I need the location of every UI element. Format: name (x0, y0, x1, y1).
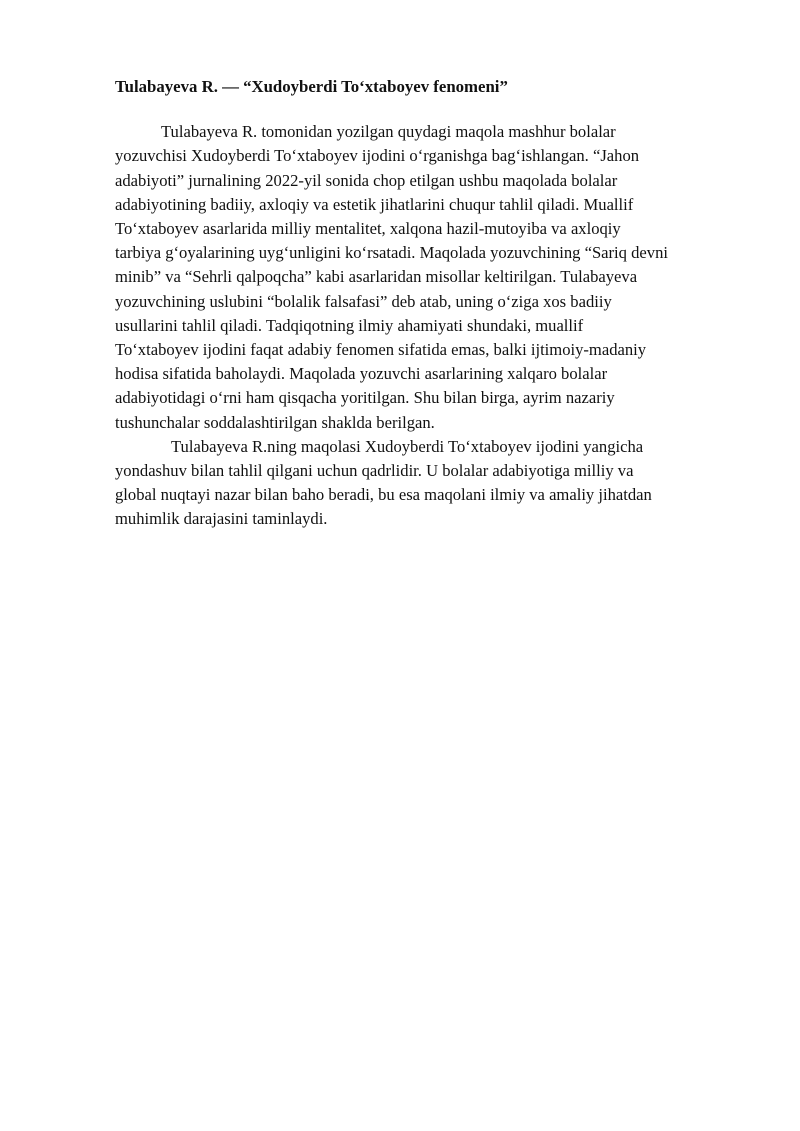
paragraph-1 (115, 120, 745, 435)
paragraph-line: To‘xtaboyev ijodini faqat adabiy fenomen sifatida emas, balki ijtimoiy-madaniy (115, 340, 647, 360)
paragraph-line: adabiyoti” jurnalining 2022-yil sonida chop etilgan ushbu maqolada bolalar (115, 170, 618, 190)
paragraph-line: adabiyotining badiiy, axloqiy va estetik jihatlarini chuqur tahlil qiladi. Muallif (115, 194, 634, 214)
paragraph-line: yondashuv bilan tahlil qilgani uchun qadrlidir. U bolalar adabiyotiga milliy va (115, 461, 634, 481)
document-title: Tulabayeva R. — “Xudoyberdi To‘xtaboyev fenomeni” (115, 77, 508, 96)
paragraph-line: minib” va “Sehrli qalpoqcha” kabi asarlaridan misollar keltirilgan. Tulabayeva (115, 267, 638, 287)
paragraph-line: hodisa sifatida baholaydi. Maqolada yozuvchi asarlarining xalqaro bolalar (115, 364, 608, 384)
paragraph-line: adabiyotidagi o‘rni ham qisqacha yoritilgan. Shu bilan birga, ayrim nazariy (115, 388, 615, 408)
paragraph-2 (115, 435, 745, 532)
paragraph-line: To‘xtaboyev asarlarida milliy mentalitet, xalqona hazil-mutoyiba va axloqiy (115, 219, 621, 239)
paragraph-line: yozuvchisi Xudoyberdi To‘xtaboyev ijodini o‘rganishga bag‘ishlangan. “Jahon (115, 146, 640, 166)
paragraph-line: tarbiya g‘oyalarining uyg‘unligini ko‘rsatadi. Maqolada yozuvchining “Sariq devni (115, 243, 668, 263)
paragraph-line: global nuqtayi nazar bilan baho beradi, bu esa maqolani ilmiy va amaliy jihatdan (115, 485, 652, 505)
paragraph-line: tushunchalar soddalashtirilgan shaklda berilgan. (115, 412, 435, 432)
paragraph-line: usullarini tahlil qiladi. Tadqiqotning ilmiy ahamiyati shundaki, muallif (115, 315, 584, 335)
paragraph-line: yozuvchining uslubini “bolalik falsafasi” deb atab, uning o‘ziga xos badiiy (115, 291, 612, 311)
document-body (115, 75, 745, 532)
paragraph-line: Tulabayeva R. tomonidan yozilgan quydagi maqola mashhur bolalar (161, 122, 616, 142)
paragraph-line: muhimlik darajasini taminlaydi. (115, 509, 328, 529)
paragraph-line: Tulabayeva R.ning maqolasi Xudoyberdi To‘xtaboyev ijodini yangicha (171, 436, 644, 456)
